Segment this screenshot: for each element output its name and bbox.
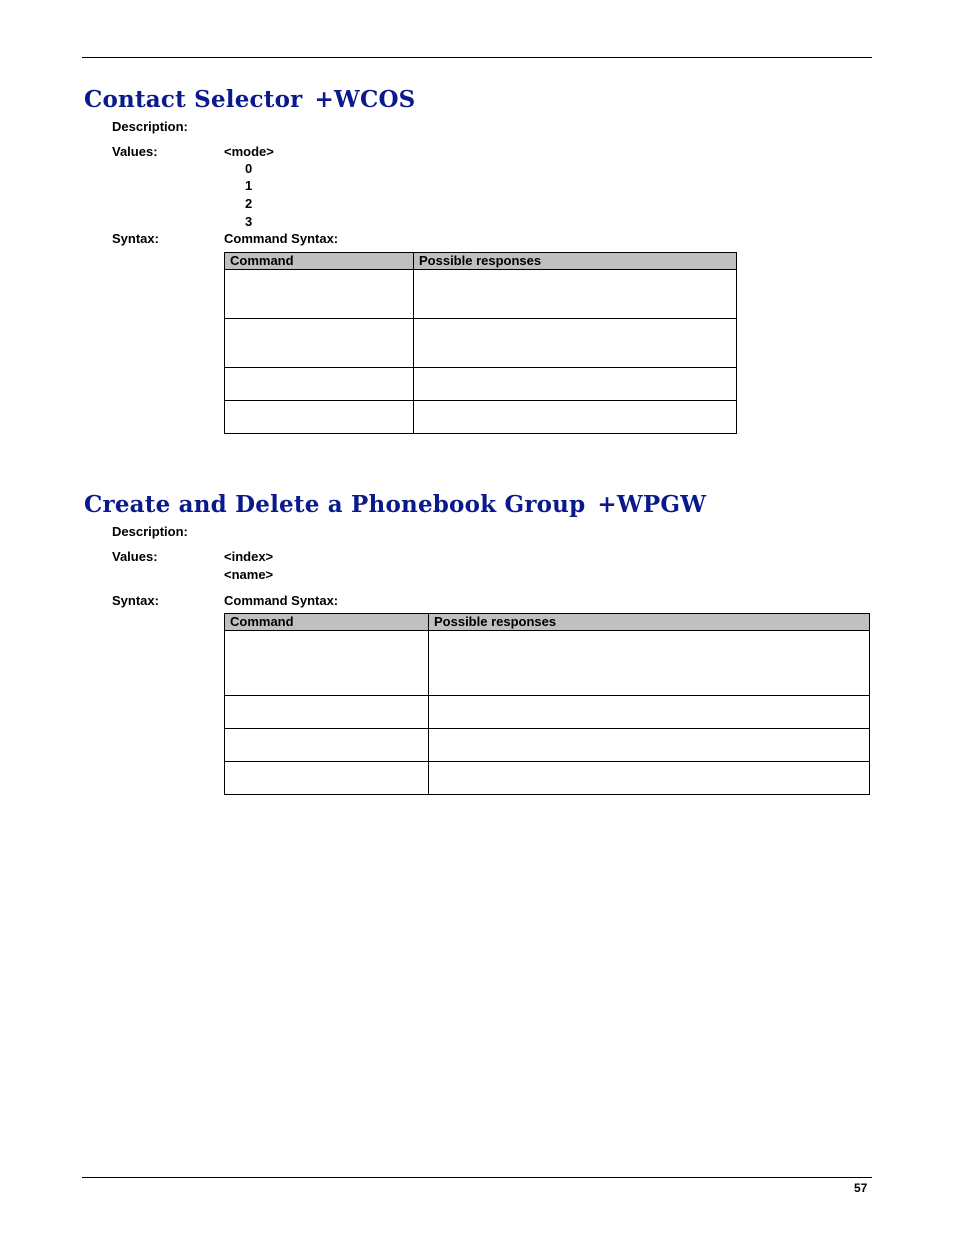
table-row (225, 762, 870, 795)
table-cell-response (414, 368, 737, 401)
header-rule (82, 57, 872, 58)
column-header-command: Command (225, 253, 414, 270)
param-name: <name> (224, 567, 274, 582)
column-header-responses: Possible responses (429, 614, 870, 631)
table-row (225, 696, 870, 729)
syntax-label: Syntax: (112, 593, 159, 608)
command-syntax-table (224, 252, 737, 434)
table-header-row (225, 253, 737, 270)
table-cell-command (225, 729, 429, 762)
page-number: 57 (854, 1181, 868, 1195)
table-cell-command (225, 319, 414, 368)
table-row (225, 729, 870, 762)
description-label: Description: (112, 119, 188, 134)
section-title: Create and Delete a Phonebook Group (84, 491, 586, 518)
values-label: Values: (112, 549, 158, 564)
table-cell-response (429, 729, 870, 762)
table-row (225, 270, 737, 319)
syntax-label: Syntax: (112, 231, 159, 246)
section-command: +WCOS (314, 86, 416, 113)
footer-rule (82, 1177, 872, 1178)
table-row (225, 401, 737, 434)
mode-option: 2 (245, 196, 253, 211)
column-header-responses: Possible responses (414, 253, 737, 270)
command-syntax-table (224, 613, 870, 795)
table-cell-response (414, 270, 737, 319)
param-mode: <mode> (224, 144, 274, 159)
table-cell-response (414, 319, 737, 368)
table-cell-response (414, 401, 737, 434)
syntax-title: Command Syntax: (224, 231, 339, 246)
table-cell-command (225, 631, 429, 696)
table-cell-command (225, 696, 429, 729)
mode-option: 3 (245, 214, 253, 229)
table-row (225, 368, 737, 401)
section-command: +WPGW (597, 491, 707, 518)
table-row (225, 319, 737, 368)
table-cell-command (225, 270, 414, 319)
table-cell-response (429, 762, 870, 795)
table-row (225, 631, 870, 696)
mode-option: 1 (245, 178, 253, 193)
section-heading-contact-selector (84, 86, 416, 113)
mode-option: 0 (245, 161, 253, 176)
table-cell-response (429, 631, 870, 696)
table-header-row (225, 614, 870, 631)
description-label: Description: (112, 524, 188, 539)
section-heading-phonebook-group (84, 491, 706, 518)
table-cell-command (225, 401, 414, 434)
section-title: Contact Selector (84, 86, 303, 113)
column-header-command: Command (225, 614, 429, 631)
table-cell-command (225, 368, 414, 401)
table-cell-response (429, 696, 870, 729)
syntax-title: Command Syntax: (224, 593, 339, 608)
values-label: Values: (112, 144, 158, 159)
table-cell-command (225, 762, 429, 795)
param-index: <index> (224, 549, 274, 564)
